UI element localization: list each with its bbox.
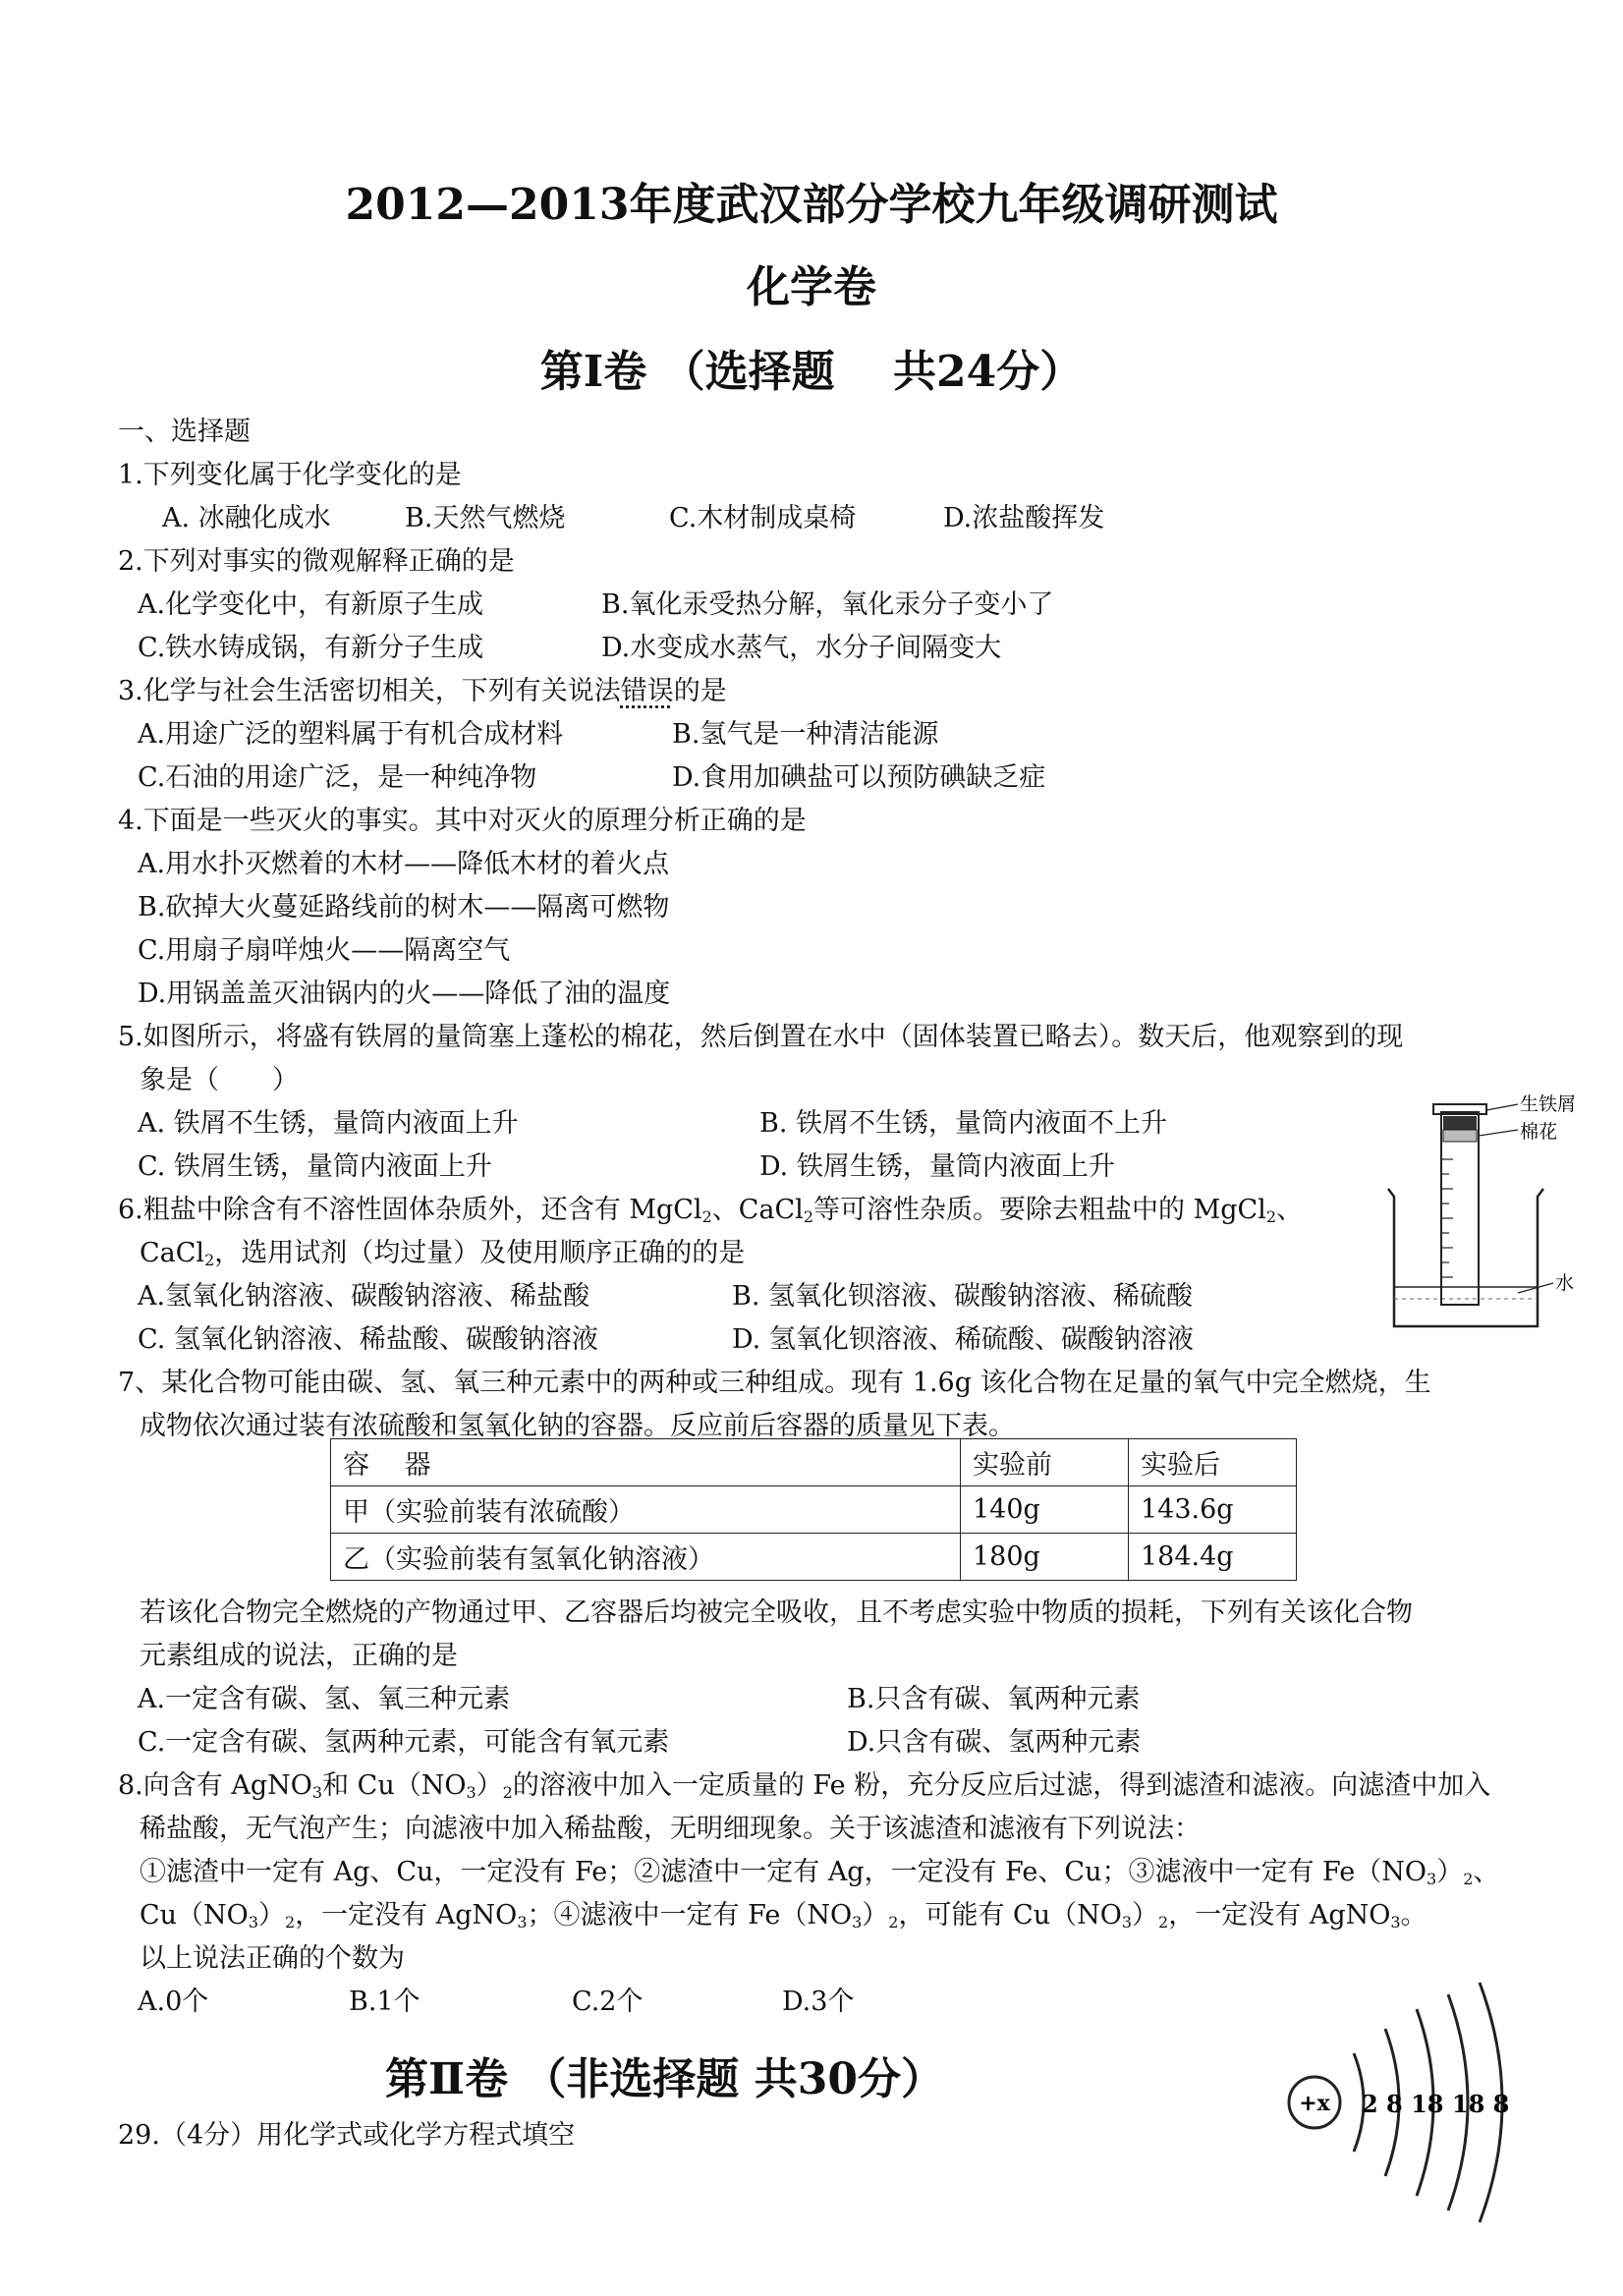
- q4-option-a: A.用水扑灭燃着的木材——降低木材的着火点: [138, 849, 670, 879]
- exam-subtitle: 化学卷: [747, 262, 876, 312]
- q8-sub: 2: [888, 1913, 899, 1932]
- q6-sub-d: 2: [204, 1251, 215, 1269]
- table-cell: 甲（实验前装有浓硫酸）: [331, 1486, 961, 1534]
- q4-option-b: B.砍掉大火蔓延路线前的树木——隔离可燃物: [138, 892, 670, 923]
- q8-line4: [140, 1900, 1427, 1932]
- q1-option-a: A. 冰融化成水: [162, 503, 331, 533]
- q4-stem: 4.下面是一些灭火的事实。其中对灭火的原理分析正确的是: [118, 806, 807, 836]
- nucleus-charge: +x: [1299, 2091, 1330, 2116]
- q8-text: ；④滤液中一定有 Fe（NO: [527, 1900, 853, 1931]
- q8-text: ，一定没有 AgNO: [295, 1900, 518, 1931]
- part2-heading: 第Ⅱ卷 （非选择题 共30分）: [385, 2054, 944, 2104]
- label-water: 水: [1555, 1272, 1575, 1294]
- section-heading: 一、选择题: [118, 417, 251, 447]
- q3-option-a: A.用途广泛的塑料属于有机合成材料: [138, 719, 564, 750]
- q2-stem: 2.下列对事实的微观解释正确的是: [118, 546, 515, 577]
- q6-text-e: CaCl: [140, 1238, 205, 1268]
- q6-text-c: 等可溶性杂质。要除去粗盐中的 MgCl: [813, 1195, 1266, 1225]
- table-header-cell: 容 器: [331, 1439, 961, 1486]
- q4-option-c: C.用扇子扇咩烛火——隔离空气: [138, 935, 511, 966]
- leader-line-water: [1518, 1283, 1553, 1293]
- part1-heading: 第Ⅰ卷 （选择题 共24分）: [539, 347, 1084, 397]
- q6-sub-b: 2: [803, 1207, 814, 1226]
- q3-stem: [118, 676, 727, 707]
- q6-option-d: D. 氢氧化钡溶液、稀硫酸、碳酸钠溶液: [732, 1324, 1194, 1355]
- q8-text: 。: [1400, 1900, 1427, 1931]
- q3-option-b: B.氢气是一种清洁能源: [672, 719, 939, 750]
- q5-stem-line2: 象是（ ）: [140, 1065, 299, 1095]
- q8-sub: 2: [502, 1783, 513, 1802]
- q2-option-a: A.化学变化中，有新原子生成: [138, 589, 484, 620]
- leader-line-cotton: [1479, 1130, 1518, 1136]
- table-header-cell: 实验后: [1129, 1439, 1297, 1486]
- table-cell: 184.4g: [1129, 1534, 1297, 1581]
- q8-sub: 3: [311, 1783, 323, 1802]
- q8-option-d: D.3个: [782, 1987, 855, 2017]
- q8-text: ）: [862, 1900, 889, 1931]
- leader-line-filings: [1486, 1104, 1518, 1110]
- graduation-marks: [1441, 1159, 1453, 1277]
- q8-sub: 2: [1158, 1913, 1169, 1932]
- q6-stem-line1: [118, 1195, 1303, 1226]
- q7-stem-line1: 7、某化合物可能由碳、氢、氧三种元素中的两种或三种组成。现有 1.6g 该化合物在足量的氧气中完全燃烧，生: [118, 1368, 1431, 1398]
- table-header-cell: 实验前: [961, 1439, 1129, 1486]
- q8-line5: 以上说法正确的个数为: [140, 1943, 405, 1974]
- q8-text: ，一定没有 AgNO: [1168, 1900, 1391, 1931]
- q1-option-b: B.天然气燃烧: [405, 503, 566, 533]
- q8-sub: 3: [517, 1913, 528, 1932]
- q5-option-d: D. 铁屑生锈，量筒内液面上升: [759, 1151, 1115, 1182]
- q6-sub-c: 2: [1265, 1207, 1277, 1226]
- q8-line3: [140, 1857, 1499, 1888]
- q8-sub: 3: [1390, 1913, 1401, 1932]
- q7-option-a: A.一定含有碳、氢、氧三种元素: [138, 1684, 511, 1714]
- q6-option-a: A.氢氧化钠溶液、碳酸钠溶液、稀盐酸: [138, 1281, 590, 1312]
- q8-sub: 3: [1427, 1870, 1437, 1888]
- q6-text-b: 、CaCl: [711, 1195, 804, 1225]
- q6-option-c: C. 氢氧化钠溶液、稀盐酸、碳酸钠溶液: [138, 1324, 598, 1355]
- q8-option-a: A.0个: [138, 1987, 209, 2017]
- mass-table: [330, 1438, 1297, 1581]
- exam-title: 2012—2013年度武汉部分学校九年级调研测试: [345, 180, 1278, 230]
- table-cell: 140g: [961, 1486, 1129, 1534]
- cotton-plug: [1443, 1130, 1477, 1142]
- table-row: [331, 1486, 1297, 1534]
- table-cell: 143.6g: [1129, 1486, 1297, 1534]
- table-cell: 180g: [961, 1534, 1129, 1581]
- table-cell: 乙（实验前装有氢氧化钠溶液）: [331, 1534, 961, 1581]
- q4-option-d: D.用锅盖盖灭油锅内的火——降低了油的温度: [138, 979, 671, 1009]
- q8-text: ）: [258, 1900, 285, 1931]
- q8-line1: [118, 1770, 1490, 1802]
- q7-option-d: D.只含有碳、氢两种元素: [847, 1727, 1142, 1758]
- q8-text: 、: [1473, 1857, 1500, 1887]
- shell-electron-counts: 2 8 18 18 8: [1362, 2090, 1510, 2118]
- q5-option-b: B. 铁屑不生锈，量筒内液面不上升: [759, 1108, 1168, 1139]
- q6-text-a: 6.粗盐中除含有不溶性固体杂质外，还含有 MgCl: [118, 1195, 702, 1225]
- q5-option-c: C. 铁屑生锈，量筒内液面上升: [138, 1151, 492, 1182]
- label-iron-filings: 生铁屑: [1520, 1093, 1577, 1115]
- iron-filings: [1443, 1116, 1477, 1130]
- table-header-row: [331, 1439, 1297, 1486]
- q7-stem-line2: 成物依次通过装有浓硫酸和氢氧化钠的容器。反应前后容器的质量见下表。: [140, 1411, 1015, 1441]
- atom-structure-figure: [1267, 1975, 1552, 2269]
- q2-option-b: B.氧化汞受热分解，氧化汞分子变小了: [601, 589, 1054, 620]
- q8-sub: 2: [285, 1913, 296, 1932]
- q8-text: ）: [476, 1770, 503, 1801]
- q1-option-d: D.浓盐酸挥发: [943, 503, 1105, 533]
- q8-sub: 3: [1121, 1913, 1133, 1932]
- q8-sub: 3: [466, 1783, 476, 1802]
- q7-text-line2: 元素组成的说法，正确的是: [140, 1641, 458, 1671]
- q8-line2: 稀盐酸，无气泡产生；向滤液中加入稀盐酸，无明细现象。关于该滤渣和滤液有下列说法：: [140, 1814, 1201, 1844]
- q29-stem: 29.（4分）用化学式或化学方程式填空: [118, 2120, 576, 2151]
- q8-option-b: B.1个: [349, 1987, 420, 2017]
- q8-text: 和 Cu（NO: [322, 1770, 467, 1801]
- q6-text-f: ，选用试剂（均过量）及使用顺序正确的的是: [214, 1238, 746, 1268]
- q3-stem-end: 的是: [673, 676, 727, 706]
- q5-stem-line1: 5.如图所示，将盛有铁屑的量筒塞上蓬松的棉花，然后倒置在水中（固体装置已略去）。数天后，他观察到的现: [118, 1022, 1404, 1052]
- q8-sub: 2: [1463, 1870, 1474, 1888]
- cylinder-beaker-figure: [1371, 1091, 1596, 1336]
- q8-sub: 3: [248, 1913, 258, 1932]
- q8-text: Cu（NO: [140, 1900, 249, 1931]
- q1-option-c: C.木材制成桌椅: [669, 503, 857, 533]
- q5-option-a: A. 铁屑不生锈，量筒内液面上升: [138, 1108, 519, 1139]
- label-cotton: 棉花: [1520, 1121, 1558, 1143]
- q8-option-c: C.2个: [572, 1987, 644, 2017]
- q2-option-d: D.水变成水蒸气，水分子间隔变大: [601, 633, 1002, 663]
- table-row: [331, 1534, 1297, 1581]
- q6-option-b: B. 氢氧化钡溶液、碳酸钠溶液、稀硫酸: [732, 1281, 1194, 1312]
- q2-option-c: C.铁水铸成锅，有新分子生成: [138, 633, 484, 663]
- q7-option-b: B.只含有碳、氧两种元素: [847, 1684, 1141, 1714]
- q8-text: ）: [1132, 1900, 1159, 1931]
- q7-option-c: C.一定含有碳、氢两种元素，可能含有氧元素: [138, 1727, 670, 1758]
- q3-option-c: C.石油的用途广泛，是一种纯净物: [138, 762, 537, 793]
- q3-stem-text: 3.化学与社会生活密切相关，下列有关说法: [118, 676, 621, 706]
- q8-text: ）: [1436, 1857, 1464, 1887]
- q8-text: ①滤渣中一定有 Ag、Cu，一定没有 Fe；②滤渣中一定有 Ag，一定没有 Fe、Cu；③滤液中一定有 Fe（NO: [140, 1857, 1427, 1887]
- q1-stem: 1.下列变化属于化学变化的是: [118, 460, 462, 490]
- q8-text: 8.向含有 AgNO: [118, 1770, 312, 1801]
- q6-stem-line2: [140, 1238, 745, 1269]
- q8-text: 的溶液中加入一定质量的 Fe 粉，充分反应后过滤，得到滤渣和滤液。向滤渣中加入: [512, 1770, 1491, 1801]
- q8-text: ，可能有 Cu（NO: [898, 1900, 1122, 1931]
- q3-stem-emphasis: 错误: [620, 676, 674, 706]
- q7-text-line1: 若该化合物完全燃烧的产物通过甲、乙容器后均被完全吸收，且不考虑实验中物质的损耗，下列有关该化合物: [140, 1597, 1413, 1628]
- q6-text-d: 、: [1276, 1195, 1304, 1225]
- q8-sub: 3: [852, 1913, 863, 1932]
- q6-sub-a: 2: [701, 1207, 712, 1226]
- q3-option-d: D.食用加碘盐可以预防碘缺乏症: [672, 762, 1046, 793]
